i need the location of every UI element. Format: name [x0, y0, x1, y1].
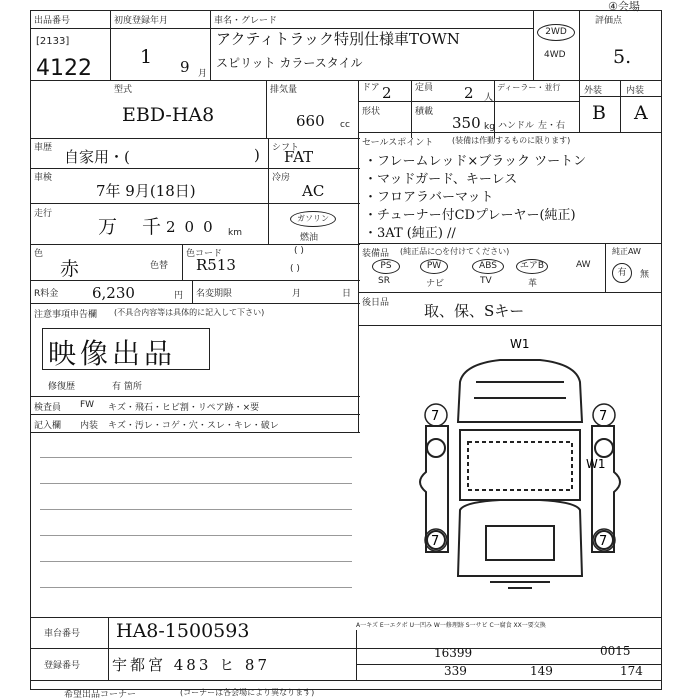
car-name-line2: スピリット カラースタイル	[216, 56, 363, 70]
divider	[30, 203, 360, 204]
afterwards-label: 後日品	[362, 298, 390, 308]
notes-body: 映像出品	[48, 337, 177, 370]
shift-value: FAT	[284, 148, 314, 166]
color-code-label: 色コード	[186, 249, 223, 259]
selling-point-3: ・フロアラバーマット	[364, 190, 494, 205]
recycle-label: R料金	[34, 289, 59, 299]
load-unit: kg	[484, 122, 495, 132]
divider	[356, 664, 662, 665]
usage-value: 自家用・(	[64, 148, 130, 166]
eval-label: 評価点	[595, 16, 623, 26]
divider	[411, 80, 412, 138]
equipment-note: (純正品に○を付けてください)	[400, 247, 510, 256]
footer-label: 希望出品コーナー	[64, 690, 137, 700]
divider	[358, 132, 359, 432]
divider	[30, 396, 360, 397]
plate-label: 登録番号	[44, 661, 81, 671]
ac-label: 冷房	[272, 173, 291, 183]
afterwards-value: 取、保、Sキー	[424, 302, 525, 320]
repair-value: 有 箇所	[112, 382, 142, 392]
divider	[192, 280, 193, 303]
divider	[30, 432, 360, 433]
equipment-label: 装備品	[362, 249, 390, 259]
color-value: 赤	[60, 258, 80, 280]
first-reg-label: 初度登録年月	[114, 16, 169, 26]
ruled-line	[40, 483, 352, 484]
damage-mark: 7	[599, 534, 608, 549]
capacity-value: 2	[464, 84, 474, 102]
equip-aw-yes: 有	[612, 263, 632, 283]
chassis-value: HA8-1500593	[116, 620, 250, 642]
usage-close: )	[254, 146, 260, 164]
dim-length: 16399	[434, 646, 473, 660]
name-change-month: 月	[292, 289, 302, 299]
equip-sr: SR	[378, 276, 390, 286]
int-score-value: A	[634, 102, 648, 124]
equip-ps: PS	[372, 259, 400, 274]
displacement-value: 660	[296, 112, 325, 130]
first-reg-year: 1	[140, 46, 153, 68]
venue-label: ④会場	[608, 0, 640, 13]
ruled-line	[40, 587, 352, 588]
name-change-label: 名変期限	[196, 289, 233, 299]
notes-hint: (不具合内容等は具体的に記入して下さい)	[114, 308, 265, 317]
divider	[108, 617, 109, 680]
damage-mark: 7	[431, 534, 440, 549]
equip-pw: PW	[420, 259, 448, 274]
fuel-label: 燃油	[300, 233, 319, 243]
divider	[266, 80, 267, 138]
ruled-line	[40, 509, 352, 510]
equip-navi: ナビ	[426, 279, 445, 289]
color-code-value: R513	[196, 256, 236, 274]
selling-points-label: セールスポイント	[362, 138, 434, 148]
drive-2wd: 2WD	[537, 24, 575, 41]
ruled-line	[40, 561, 352, 562]
damage-mark: 7	[599, 409, 608, 424]
inspection-value: 7年 9月(18日)	[96, 182, 196, 200]
divider	[30, 280, 360, 281]
chassis-label: 車台番号	[44, 629, 81, 639]
model-label: 型式	[114, 85, 133, 95]
usage-label: 車歴	[34, 143, 53, 153]
equip-tv: TV	[480, 276, 492, 286]
car-label: 車名・グレード	[214, 16, 278, 26]
dim-extra: 0015	[600, 644, 631, 658]
ruled-line	[40, 457, 352, 458]
divider	[210, 10, 211, 80]
divider	[30, 648, 662, 649]
shift-label: シフト	[272, 143, 300, 153]
first-reg-month: 9	[180, 58, 190, 76]
color-label: 色	[34, 249, 44, 259]
inspector-label: 検査員	[34, 403, 62, 413]
mileage-label: 走行	[34, 209, 53, 219]
notes-label: 注意事項申告欄	[34, 310, 98, 320]
divider	[605, 243, 606, 292]
displacement-unit: cc	[340, 120, 350, 130]
divider	[30, 414, 360, 415]
recycle-value: 6,230	[92, 284, 135, 302]
entry-label: 記入欄	[34, 421, 62, 431]
selling-point-2: ・マッドガード、キーレス	[364, 172, 518, 187]
capacity-label: 定員	[415, 83, 434, 93]
equipment-aw-note: 純正AW	[612, 247, 641, 256]
inspector-row1: キズ・飛石・ヒビ割・リペア跡・×要	[108, 403, 260, 413]
handle-options: 左・右	[538, 121, 566, 131]
divider	[620, 80, 621, 132]
inspection-label: 車検	[34, 173, 53, 183]
plate-value: 宇都宮 483 ヒ 87	[112, 656, 271, 674]
lot-code: [2133]	[36, 36, 70, 47]
fuel-paren: ( )	[294, 246, 304, 256]
equip-aw: AW	[576, 260, 591, 270]
divider	[356, 630, 357, 680]
diagram-legend: A一キズ E一エクボ U一凹み W一修理跡 S一サビ C一腐食 XX一要交換	[356, 622, 546, 629]
ruled-line	[40, 535, 352, 536]
dim-width: 339	[444, 664, 467, 678]
divider	[533, 10, 534, 80]
selling-point-4: ・チューナー付CDプレーヤー(純正)	[364, 208, 576, 223]
divider	[358, 132, 662, 133]
divider	[110, 10, 111, 80]
ext-score-label: 外装	[584, 86, 603, 96]
load-value: 350	[452, 114, 481, 132]
divider	[30, 303, 360, 304]
divider	[30, 138, 360, 139]
mileage-unit: km	[228, 228, 242, 238]
doors-value: 2	[382, 84, 392, 102]
first-reg-unit: 月	[198, 69, 208, 79]
equip-aw-no: 無	[640, 270, 650, 280]
damage-mark: 7	[431, 409, 440, 424]
mileage-digits: 200	[166, 218, 222, 236]
ext-score-value: B	[592, 102, 606, 124]
int-score-label: 内装	[626, 86, 645, 96]
inspector-fw-tag: FW	[80, 400, 95, 410]
eval-value: 5.	[613, 46, 632, 68]
dealer-label: ディーラー・並行	[497, 83, 561, 92]
selling-points-note: (装備は作動するものに限ります)	[452, 136, 571, 145]
divider	[30, 80, 662, 81]
divider	[30, 168, 360, 169]
mileage-sen: 千	[142, 216, 162, 238]
ac-value: AC	[302, 182, 325, 200]
side-repair-mark: W1	[586, 457, 606, 471]
divider	[30, 244, 360, 245]
dim-height2: 174	[620, 664, 643, 678]
shape-label: 形状	[362, 107, 381, 117]
color-paren: ( )	[290, 264, 300, 274]
mileage-man: 万	[98, 216, 118, 238]
equip-airbag: エアB	[516, 259, 548, 274]
repair-label: 修復歴	[48, 382, 76, 392]
dim-height: 149	[530, 664, 553, 678]
footer-note: (コーナーは各会場により異なります)	[180, 688, 315, 697]
car-damage-diagram	[390, 330, 660, 620]
recycle-unit: 円	[174, 291, 184, 301]
selling-point-1: ・フレームレッド×ブラック ツートン	[364, 154, 587, 169]
color-change-label: 色替	[150, 261, 169, 271]
divider	[30, 680, 662, 681]
name-change-day: 日	[342, 289, 352, 299]
divider	[579, 10, 580, 132]
load-label: 積載	[415, 107, 434, 117]
selling-point-5: ・3AT (純正) //	[364, 226, 456, 241]
divider	[358, 80, 359, 138]
divider	[358, 325, 662, 326]
front-repair-mark: W1	[510, 337, 530, 351]
divider	[358, 243, 662, 244]
equip-leather: 革	[528, 279, 538, 289]
drive-4wd: 4WD	[544, 50, 566, 60]
equip-abs: ABS	[472, 259, 504, 274]
divider	[182, 244, 183, 280]
doors-label: ドア	[362, 83, 380, 93]
displacement-label: 排気量	[270, 85, 298, 95]
handle-label: ハンドル	[498, 121, 535, 131]
fuel-stamp: ガソリン	[290, 211, 336, 227]
inspector-row2: キズ・汚レ・コゲ・穴・スレ・キレ・破レ	[108, 421, 279, 431]
divider	[358, 292, 662, 293]
model-value: EBD-HA8	[122, 104, 215, 126]
inspector-int-tag: 内装	[80, 421, 99, 431]
car-name-line1: アクティトラック特別仕様車TOWN	[216, 30, 460, 48]
divider	[268, 138, 269, 244]
capacity-unit: 人	[484, 93, 494, 103]
lot-label: 出品番号	[34, 16, 71, 26]
lot-number: 4122	[36, 56, 92, 81]
